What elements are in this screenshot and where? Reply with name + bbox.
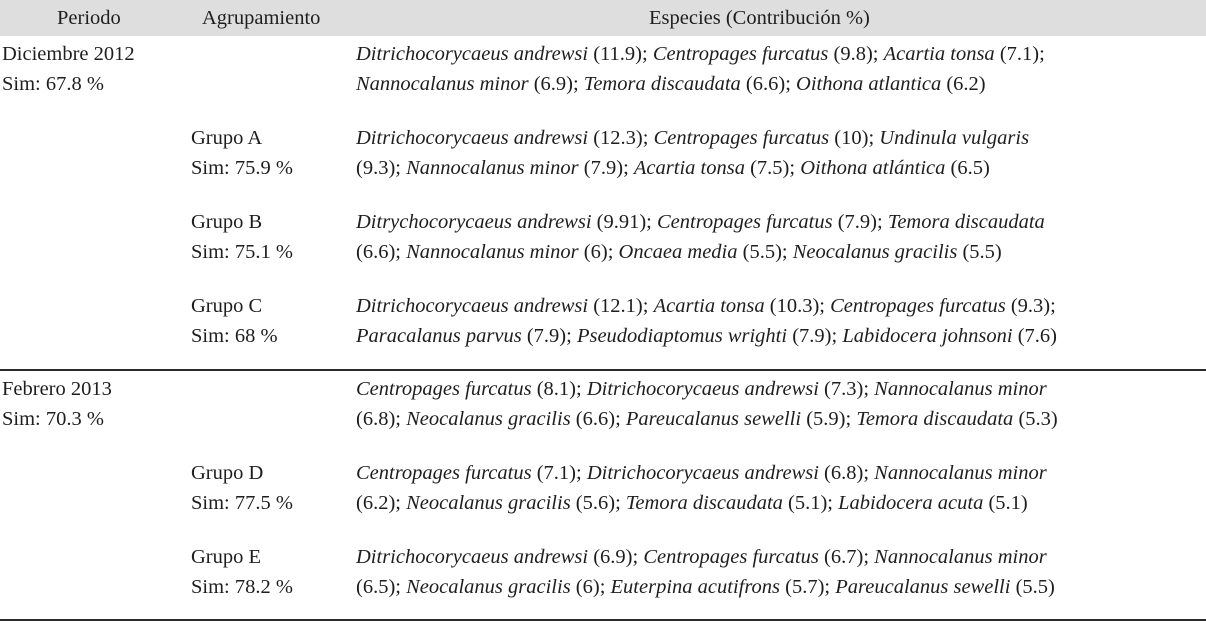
species-value: (5.5) bbox=[1010, 576, 1055, 598]
species-line bbox=[356, 488, 1047, 518]
species-name: Neocalanus gracilis bbox=[792, 241, 958, 263]
species-value: (9.91); bbox=[591, 211, 657, 233]
species-name: Ditrichocorycaeus andrewsi bbox=[356, 43, 589, 65]
species-value: (7.3); bbox=[818, 378, 875, 400]
species-value: (5.9); bbox=[801, 408, 857, 430]
species-line bbox=[356, 572, 1055, 602]
period-sim: Sim: 70.3 % bbox=[2, 408, 104, 430]
species-name: Centropages furcatus bbox=[830, 295, 1006, 317]
species-value: (6.5) bbox=[945, 157, 990, 179]
species-name: Pareucalanus sewelli bbox=[835, 576, 1011, 598]
species-value: (5.3) bbox=[1013, 408, 1058, 430]
species-name: Ditrichocorycaeus andrewsi bbox=[356, 546, 589, 568]
species-name: Labidocera acuta bbox=[838, 492, 984, 514]
period-label: Diciembre 2012 bbox=[2, 43, 135, 65]
group-cell bbox=[191, 458, 293, 518]
species-value: (6.6); bbox=[570, 408, 626, 430]
species-value: (6.6); bbox=[740, 73, 797, 95]
group-sim: Sim: 75.1 % bbox=[191, 241, 293, 263]
table-row bbox=[0, 291, 1206, 353]
species-value: (5.1); bbox=[782, 492, 839, 514]
species-name: Euterpina acutifrons bbox=[610, 576, 781, 598]
species-value: (5.1) bbox=[983, 492, 1028, 514]
species-name: Acartia tonsa bbox=[653, 295, 765, 317]
species-name: Nannocalanus minor bbox=[406, 157, 579, 179]
species-name: Temora discaudata bbox=[625, 492, 783, 514]
species-name: Oncaea media bbox=[618, 241, 738, 263]
species-cell bbox=[356, 39, 1045, 99]
species-value: (6.9); bbox=[528, 73, 584, 95]
group-sim: Sim: 77.5 % bbox=[191, 492, 293, 514]
species-name: Ditrichocorycaeus andrewsi bbox=[586, 378, 819, 400]
species-value: (7.9); bbox=[832, 211, 888, 233]
table-header bbox=[0, 0, 1206, 36]
species-value: (6.9); bbox=[588, 546, 644, 568]
table-row bbox=[0, 374, 1206, 436]
species-line bbox=[356, 153, 1029, 183]
species-line bbox=[356, 123, 1029, 153]
group-label: Grupo C bbox=[191, 295, 263, 317]
group-cell bbox=[191, 542, 293, 602]
species-value: (10.3); bbox=[764, 295, 831, 317]
species-value: (12.3); bbox=[588, 127, 654, 149]
header-agrupamiento: Agrupamiento bbox=[202, 7, 321, 29]
species-name: Acartia tonsa bbox=[633, 157, 745, 179]
species-value: (5.5); bbox=[737, 241, 793, 263]
group-cell bbox=[191, 207, 293, 267]
period-sim: Sim: 67.8 % bbox=[2, 73, 104, 95]
species-name: Undinula vulgaris bbox=[879, 127, 1030, 149]
species-line bbox=[356, 542, 1055, 572]
group-sim: Sim: 68 % bbox=[191, 325, 278, 347]
species-value: (7.9); bbox=[578, 157, 634, 179]
species-value: (9.8); bbox=[828, 43, 884, 65]
species-name: Ditrichocorycaeus andrewsi bbox=[586, 462, 819, 484]
period-cell bbox=[2, 374, 112, 434]
species-value: (7.9); bbox=[521, 325, 577, 347]
species-value: (7.1); bbox=[531, 462, 587, 484]
species-name: Acartia tonsa bbox=[883, 43, 995, 65]
species-value: (6.8); bbox=[356, 408, 407, 430]
species-value: (6); bbox=[578, 241, 619, 263]
table-row bbox=[0, 39, 1206, 101]
species-cell bbox=[356, 207, 1045, 267]
group-label: Grupo B bbox=[191, 211, 263, 233]
species-name: Labidocera johnsoni bbox=[842, 325, 1013, 347]
species-name: Paracalanus parvus bbox=[356, 325, 522, 347]
species-line bbox=[356, 207, 1045, 237]
species-cell bbox=[356, 458, 1047, 518]
species-line bbox=[356, 39, 1045, 69]
species-value: (7.9); bbox=[787, 325, 843, 347]
species-value: (6.2); bbox=[356, 492, 407, 514]
species-value: (12.1); bbox=[588, 295, 654, 317]
species-name: Nannocalanus minor bbox=[874, 378, 1047, 400]
species-value: (5.5) bbox=[957, 241, 1002, 263]
species-name: Temora discaudata bbox=[856, 408, 1014, 430]
species-name: Neocalanus gracilis bbox=[406, 576, 571, 598]
species-name: Neocalanus gracilis bbox=[406, 492, 571, 514]
group-cell bbox=[191, 291, 278, 351]
group-label: Grupo D bbox=[191, 462, 264, 484]
species-name: Centropages furcatus bbox=[657, 211, 833, 233]
species-name: Centropages furcatus bbox=[652, 43, 829, 65]
species-cell bbox=[356, 542, 1055, 602]
species-name: Centropages furcatus bbox=[653, 127, 830, 149]
species-line bbox=[356, 291, 1057, 321]
species-name: Oithona atlantica bbox=[796, 73, 942, 95]
species-name: Ditrychocorycaeus andrewsi bbox=[356, 211, 592, 233]
species-value: (7.5); bbox=[744, 157, 801, 179]
table-row bbox=[0, 207, 1206, 269]
species-line bbox=[356, 458, 1047, 488]
species-name: Centropages furcatus bbox=[356, 378, 532, 400]
species-value: (9.3); bbox=[356, 157, 407, 179]
section-divider bbox=[0, 369, 1206, 371]
species-line bbox=[356, 404, 1058, 434]
species-name: Oithona atlántica bbox=[800, 157, 946, 179]
header-especies: Especies (Contribución %) bbox=[649, 7, 870, 29]
species-name: Nannocalanus minor bbox=[406, 241, 579, 263]
species-cell bbox=[356, 291, 1057, 351]
species-value: (10); bbox=[829, 127, 880, 149]
species-value: (6.7); bbox=[818, 546, 875, 568]
species-value: (6.8); bbox=[818, 462, 875, 484]
species-value: (11.9); bbox=[588, 43, 653, 65]
species-value: (7.1); bbox=[994, 43, 1045, 65]
species-value: (5.7); bbox=[780, 576, 836, 598]
species-name: Nannocalanus minor bbox=[874, 546, 1047, 568]
species-cell bbox=[356, 123, 1029, 183]
species-value: (5.6); bbox=[570, 492, 626, 514]
period-label: Febrero 2013 bbox=[2, 378, 112, 400]
table-bottom-rule bbox=[0, 619, 1206, 621]
species-value: (7.6) bbox=[1012, 325, 1057, 347]
species-name: Neocalanus gracilis bbox=[406, 408, 571, 430]
table-row bbox=[0, 542, 1206, 604]
group-cell bbox=[191, 123, 293, 183]
species-value: (9.3); bbox=[1005, 295, 1056, 317]
header-periodo: Periodo bbox=[57, 7, 121, 29]
species-name: Ditrichocorycaeus andrewsi bbox=[356, 127, 589, 149]
species-value: (6.6); bbox=[356, 241, 407, 263]
species-value: (6.2) bbox=[941, 73, 986, 95]
period-cell bbox=[2, 39, 135, 99]
species-line bbox=[356, 321, 1057, 351]
group-label: Grupo A bbox=[191, 127, 263, 149]
group-label: Grupo E bbox=[191, 546, 262, 568]
group-sim: Sim: 78.2 % bbox=[191, 576, 293, 598]
species-line bbox=[356, 374, 1058, 404]
species-name: Centropages furcatus bbox=[356, 462, 532, 484]
species-name: Temora discaudata bbox=[583, 73, 741, 95]
species-name: Centropages furcatus bbox=[643, 546, 819, 568]
species-value: (6); bbox=[570, 576, 611, 598]
species-name: Nannocalanus minor bbox=[356, 73, 529, 95]
species-name: Temora discaudata bbox=[887, 211, 1045, 233]
species-name: Nannocalanus minor bbox=[874, 462, 1047, 484]
table-row bbox=[0, 123, 1206, 185]
species-line bbox=[356, 237, 1045, 267]
group-sim: Sim: 75.9 % bbox=[191, 157, 293, 179]
species-name: Pseudodiaptomus wrighti bbox=[576, 325, 788, 347]
species-value: (6.5); bbox=[356, 576, 407, 598]
table-row bbox=[0, 458, 1206, 520]
species-value: (8.1); bbox=[531, 378, 587, 400]
species-name: Pareucalanus sewelli bbox=[625, 408, 802, 430]
species-cell bbox=[356, 374, 1058, 434]
species-name: Ditrichocorycaeus andrewsi bbox=[356, 295, 589, 317]
species-line bbox=[356, 69, 1045, 99]
